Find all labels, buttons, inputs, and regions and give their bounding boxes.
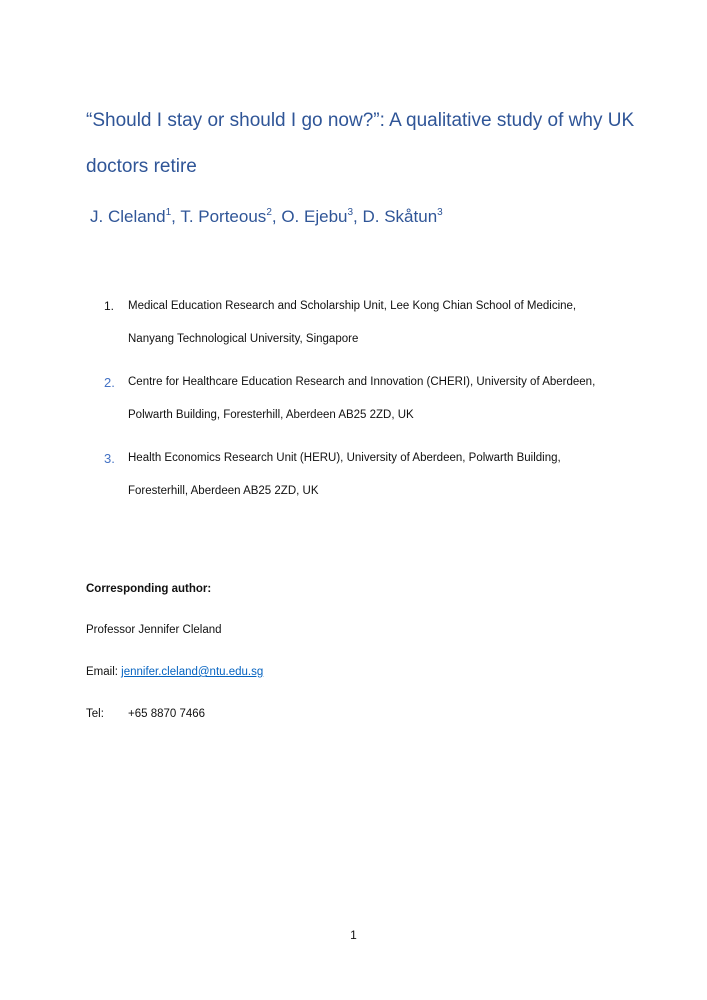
affiliation-line: Centre for Healthcare Education Research and Innovation (CHERI), University of Aberdeen, <box>128 376 596 388</box>
affiliation-line: Nanyang Technological University, Singapore <box>128 333 359 345</box>
corresponding-author-label: Corresponding author: <box>86 583 212 595</box>
affiliation-line: Health Economics Research Unit (HERU), University of Aberdeen, Polwarth Building, <box>128 452 561 464</box>
affiliation-item <box>104 442 644 508</box>
email-label: Email: <box>86 666 122 678</box>
affiliation-number: 1. <box>104 299 115 313</box>
corresponding-author-name: Professor Jennifer Cleland <box>86 624 222 636</box>
author-affiliation-mark: 2 <box>266 207 272 218</box>
author-separator: , <box>353 207 363 226</box>
affiliation-item <box>104 290 644 356</box>
affiliation-number: 2. <box>104 375 115 390</box>
telephone-number: +65 8870 7466 <box>128 708 206 720</box>
author-name: D. Skåtun <box>362 207 438 226</box>
author-affiliation-mark: 3 <box>347 207 354 218</box>
author-affiliation-mark: 3 <box>437 207 443 218</box>
affiliation-number: 3. <box>104 451 115 466</box>
paper-title-line-2: doctors retire <box>86 156 197 177</box>
paper-title <box>86 98 646 190</box>
affiliation-item <box>104 366 644 432</box>
affiliation-list <box>104 290 644 518</box>
author-name: O. Ejebu <box>281 207 348 226</box>
affiliation-line: Foresterhill, Aberdeen AB25 2ZD, UK <box>128 485 319 497</box>
page-number: 1 <box>350 928 357 942</box>
author-name: J. Cleland <box>90 207 166 226</box>
telephone-row <box>86 708 206 720</box>
author-list <box>90 207 443 227</box>
affiliation-line: Medical Education Research and Scholarship Unit, Lee Kong Chian School of Medicine, <box>128 300 577 312</box>
affiliation-line: Polwarth Building, Foresterhill, Aberdeen AB25 2ZD, UK <box>128 409 414 421</box>
email-link[interactable]: jennifer.cleland@ntu.edu.sg <box>121 666 264 678</box>
author-name: T. Porteous <box>180 207 267 226</box>
paper-title-line-1: “Should I stay or should I go now?”: A qualitative study of why UK <box>86 110 635 131</box>
email-row <box>86 666 263 678</box>
telephone-label: Tel: <box>86 708 104 720</box>
author-affiliation-mark: 1 <box>165 207 172 218</box>
author-separator: , <box>171 207 181 226</box>
author-separator: , <box>271 207 282 226</box>
